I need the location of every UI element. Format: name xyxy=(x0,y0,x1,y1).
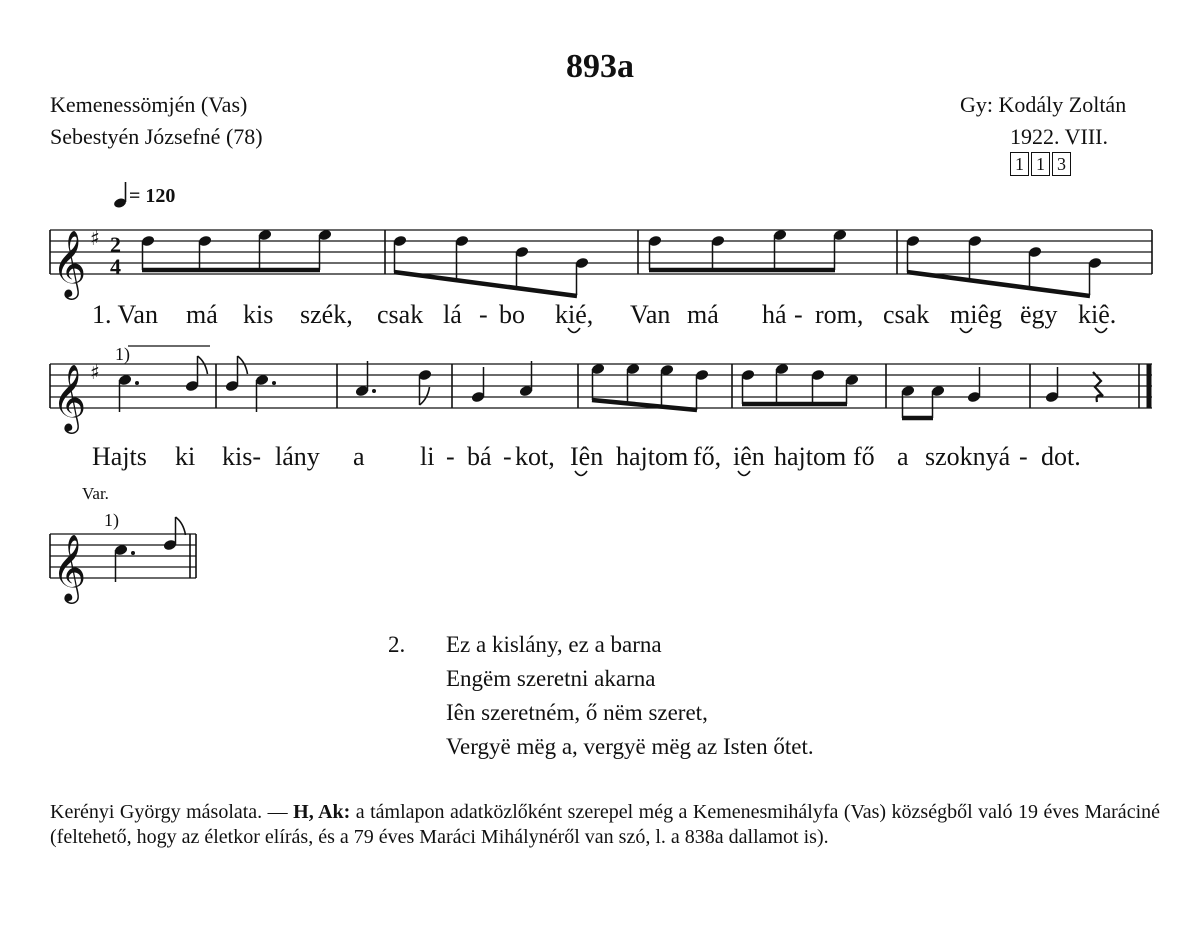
lyric-syllable: há xyxy=(762,300,787,329)
stanza-line: Vergyë mëg a, vergyë mëg az Isten őtet. xyxy=(446,734,814,759)
cylinder-box: 1 xyxy=(1010,152,1029,176)
lyric-syllable: - xyxy=(503,442,512,471)
cylinder-box: 3 xyxy=(1052,152,1071,176)
treble-clef-icon: 𝄞 xyxy=(52,533,87,601)
lyric-syllable: lány xyxy=(275,442,320,471)
measure xyxy=(114,517,186,582)
stanza-line: Iên szeretném, ő nëm szeret, xyxy=(446,700,708,725)
lyric-syllable: a xyxy=(897,442,909,471)
performer-label: Sebestyén Józsefné (78) xyxy=(50,124,263,149)
lyric-syllable: hajtom xyxy=(774,442,847,471)
lyric-syllable: szék, xyxy=(300,300,353,329)
lyric-syllable: szoknyá xyxy=(925,442,1011,471)
lyric-syllable: fő xyxy=(853,442,875,471)
lyric-syllable: Van xyxy=(630,300,671,329)
time-signature-bottom: 4 xyxy=(110,254,121,279)
lyric-syllable: kis- xyxy=(222,442,261,471)
lyric-syllable: iên xyxy=(733,442,765,471)
stanza-number: 2. xyxy=(388,632,406,657)
lyric-syllable: dot. xyxy=(1041,442,1081,471)
footnote-text: Kerényi György másolata. — xyxy=(50,801,294,823)
lyric-syllable: miêg xyxy=(950,300,1002,329)
lyric-syllable: ki xyxy=(175,442,196,471)
footnote-sources: H, Ak: xyxy=(293,801,351,823)
page-title: 893a xyxy=(566,48,634,85)
lyric-syllable: rom, xyxy=(815,300,864,329)
footnote-text: a támlapon adatközlőként szerepel még a Kemenesmihályfa (Vas) községből való 19 éves Maráciné (feltehető, hogy az életkor elírás, és a 79 éves Maráci Mihálynéről van szó, l. a 838a dallamot is). xyxy=(50,801,1160,848)
footnote-marker: 1) xyxy=(115,344,130,364)
variant-label: Var. xyxy=(82,484,109,503)
lyric-syllable: má xyxy=(687,300,719,329)
lyric-syllable: csak xyxy=(377,300,424,329)
lyric-syllable: - xyxy=(1019,442,1028,471)
lyric-syllable: li xyxy=(420,442,435,471)
lyric-syllable: hajtom xyxy=(616,442,689,471)
stanza-line: Ez a kislány, ez a barna xyxy=(446,632,662,657)
time-signature-top: 2 xyxy=(110,232,121,257)
collector-label: Gy: Kodály Zoltán xyxy=(960,92,1127,117)
lyric-syllable: Iên xyxy=(570,442,604,471)
place-label: Kemenessömjén (Vas) xyxy=(50,92,248,117)
lyric-syllable: csak xyxy=(883,300,930,329)
lyric-syllable: - xyxy=(446,442,455,471)
treble-clef-icon: 𝄞 xyxy=(52,229,87,297)
lyric-syllable: ëgy xyxy=(1020,300,1058,329)
lyric-syllable: kiê. xyxy=(1078,300,1117,329)
date-label: 1922. VIII. xyxy=(1010,124,1108,149)
lyric-syllable: má xyxy=(186,300,218,329)
lyric-syllable: kot, xyxy=(515,442,555,471)
lyric-syllable: bá xyxy=(467,442,492,471)
lyric-syllable: 1. Van xyxy=(92,300,158,329)
lyric-syllable: a xyxy=(353,442,365,471)
lyric-syllable: kis xyxy=(243,300,274,329)
stanza-line: Engëm szeretni akarna xyxy=(446,666,656,691)
source-footnote xyxy=(50,800,1160,850)
tempo-marking: = 120 xyxy=(129,185,176,207)
lyric-syllable: fő, xyxy=(693,442,722,471)
lyric-syllable: - xyxy=(794,300,803,329)
lyric-syllable: bo xyxy=(499,300,525,329)
treble-clef-icon: 𝄞 xyxy=(52,363,87,431)
lyric-syllable: kié, xyxy=(555,300,594,329)
lyric-syllable: lá xyxy=(443,300,462,329)
footnote-marker: 1) xyxy=(104,510,119,530)
key-signature-sharp: ♯ xyxy=(90,226,100,250)
cylinder-box: 1 xyxy=(1031,152,1050,176)
lyric-syllable: Hajts xyxy=(92,442,147,471)
lyric-syllable: - xyxy=(479,300,488,329)
key-signature-sharp: ♯ xyxy=(90,360,100,384)
